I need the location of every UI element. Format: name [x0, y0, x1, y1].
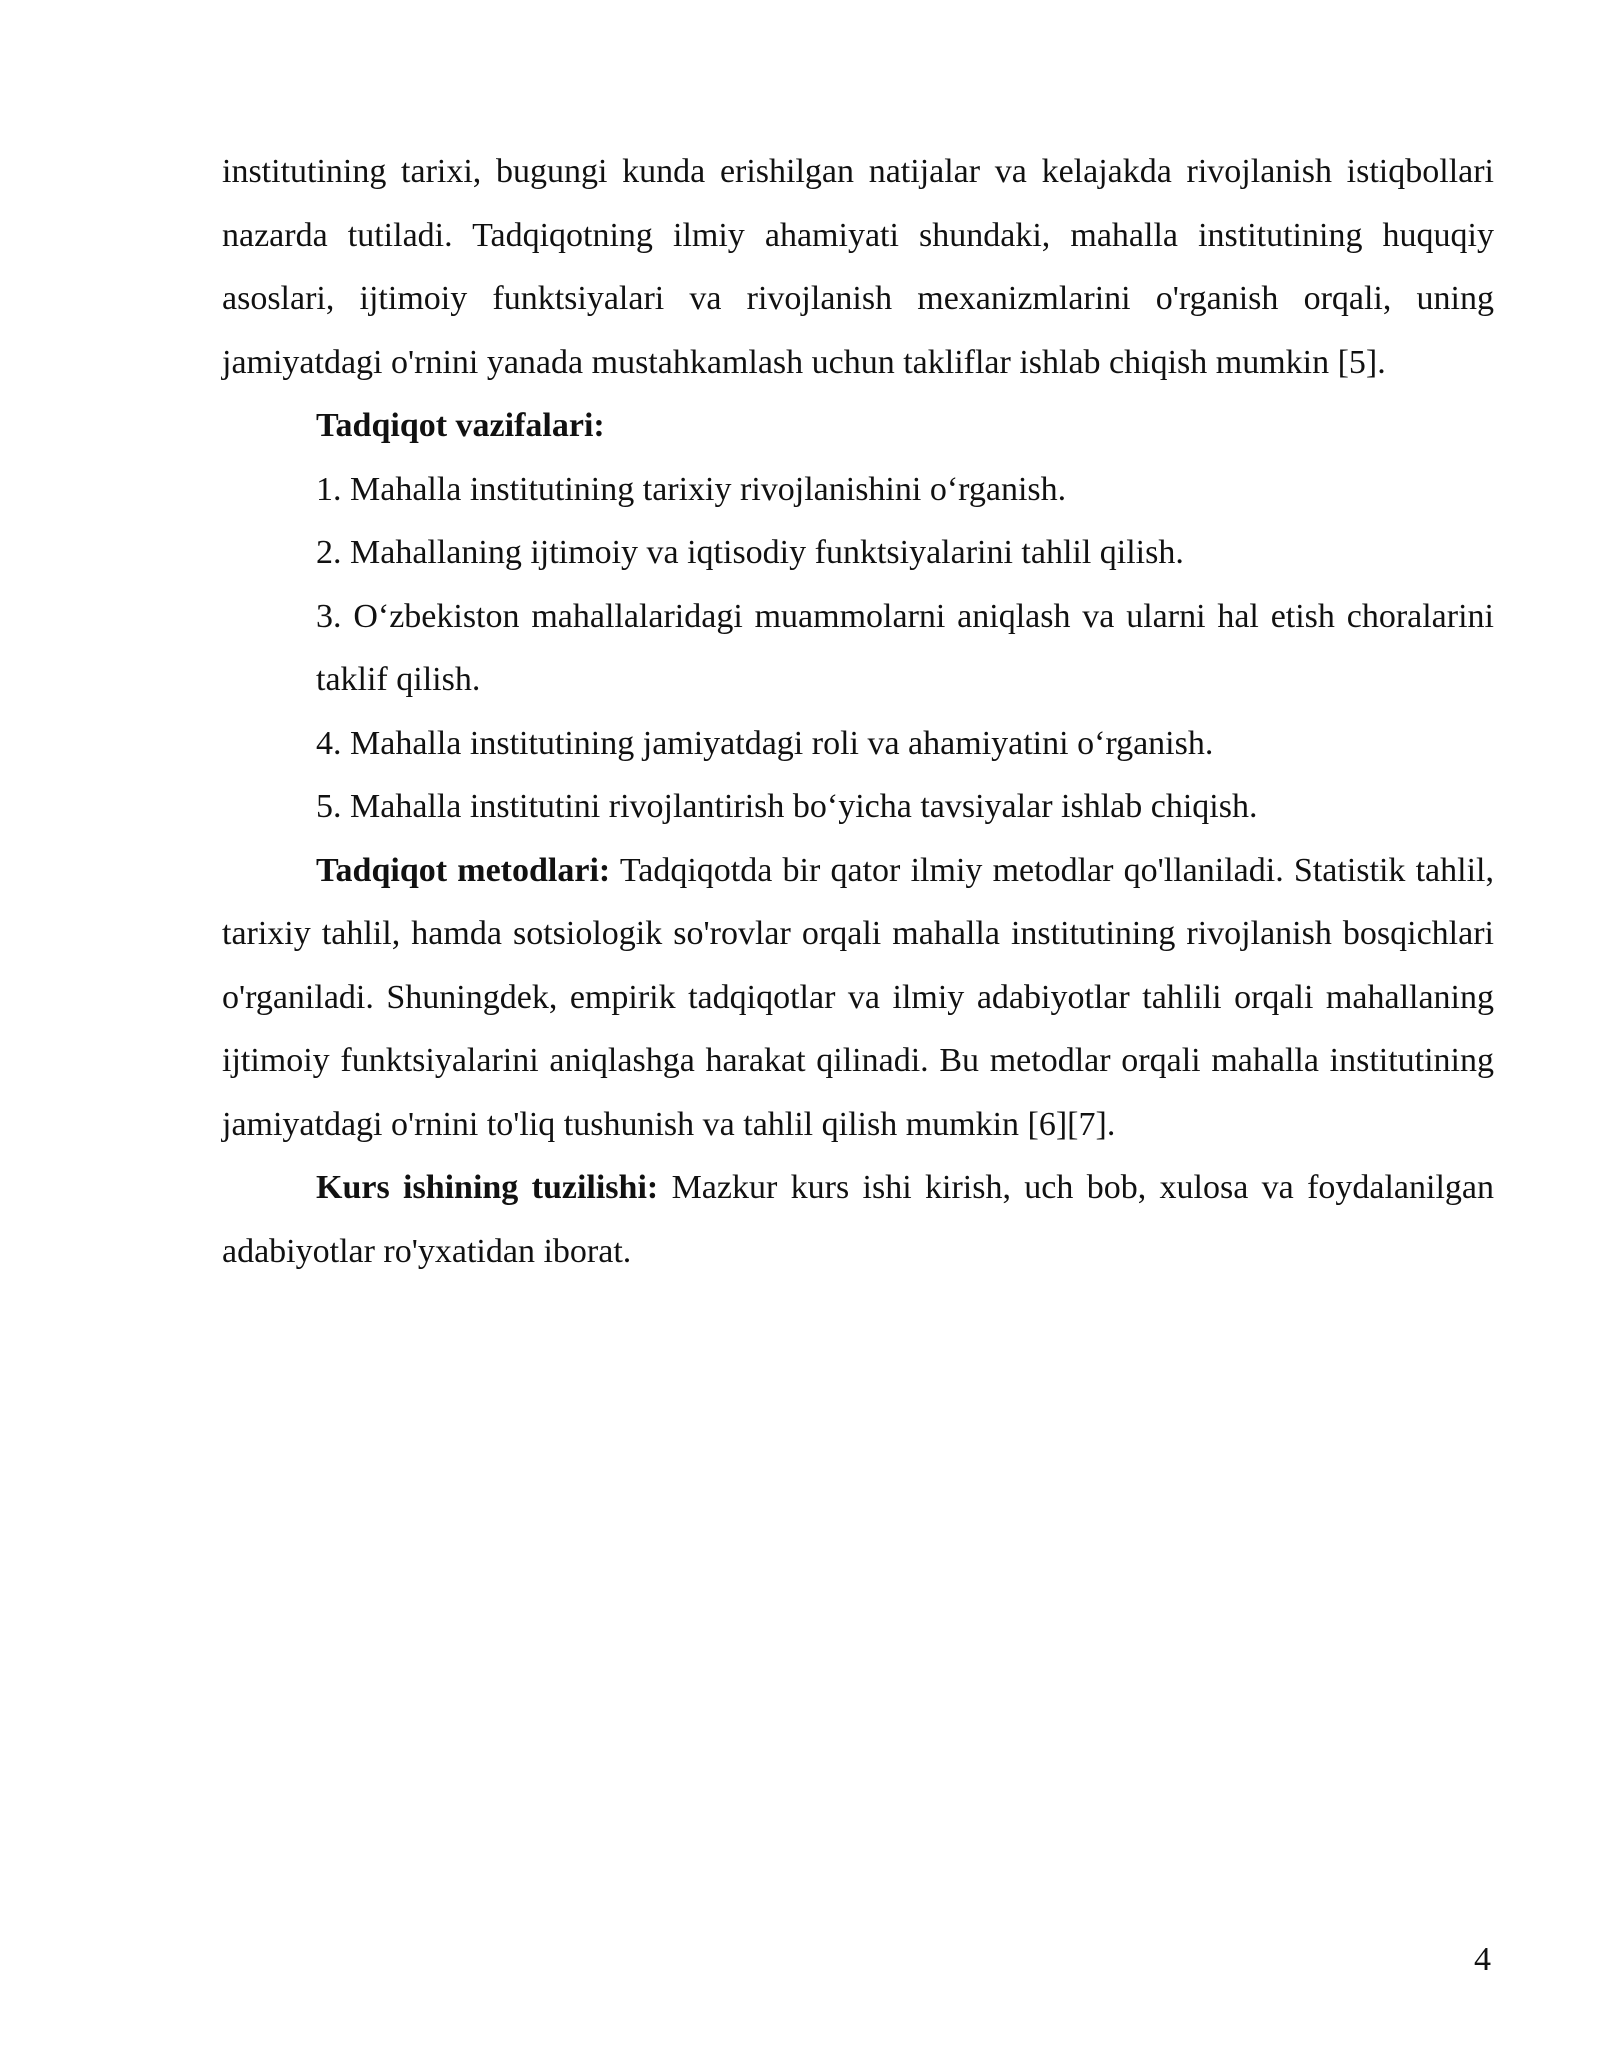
task-item-2: 2. Mahallaning ijtimoiy va iqtisodiy funktsiyalarini tahlil qilish.	[316, 534, 1184, 571]
structure-label: Kurs ishining tuzilishi:	[316, 1169, 659, 1206]
tasks-heading: Tadqiqot vazifalari:	[316, 407, 605, 444]
task-item-3: 3. O‘zbekiston mahallalaridagi muammolarni aniqlash va ularni hal etish choralarini taklif qilish.	[316, 597, 1494, 698]
page-number: 4	[1474, 1941, 1491, 1978]
structure-paragraph	[222, 1156, 1494, 1283]
structure-text: Mazkur kurs ishi kirish, uch bob, xulosa va foydalanilgan adabiyotlar ro'yxatidan iborat.	[222, 1169, 1495, 1270]
document-page	[222, 140, 1494, 1283]
task-item-4: 4. Mahalla institutining jamiyatdagi roli va ahamiyatini o‘rganish.	[316, 724, 1214, 762]
task-item-5: 5. Mahalla institutini rivojlantirish bo‘yicha tavsiyalar ishlab chiqish.	[316, 788, 1258, 825]
methods-paragraph	[222, 839, 1494, 1157]
intro-paragraph: institutining tarixi, bugungi kunda erishilgan natijalar va kelajakda rivojlanish istiqbollari nazarda tutiladi. Tadqiqotning ilmiy ahamiyati shundaki, mahalla institutining huquqiy asoslari, ijtimoiy funktsiyalari va rivojlanish mexanizmlarini o'rganish orqali, uning jamiyatdagi o'rnini yanada mustahkamlash uchun takliflar ishlab chiqish mumkin [5].	[222, 153, 1494, 381]
methods-text: Tadqiqotda bir qator ilmiy metodlar qo'llaniladi. Statistik tahlil, tarixiy tahlil, hamda sotsiologik so'rovlar orqali mahalla institutining rivojlanish bosqichlari o'rganiladi. Shuningdek, empirik tadqiqotlar va ilmiy adabiyotlar tahlili orqali mahallaning ijtimoiy funktsiyalarini aniqlashga harakat qilinadi. Bu metodlar orqali mahalla institutining jamiyatdagi o'rnini to'liq tushunish va tahlil qilish mumkin [6][7].	[222, 851, 1494, 1143]
methods-label: Tadqiqot metodlari:	[316, 851, 611, 889]
task-item-1: 1. Mahalla institutining tarixiy rivojlanishini o‘rganish.	[316, 470, 1067, 508]
